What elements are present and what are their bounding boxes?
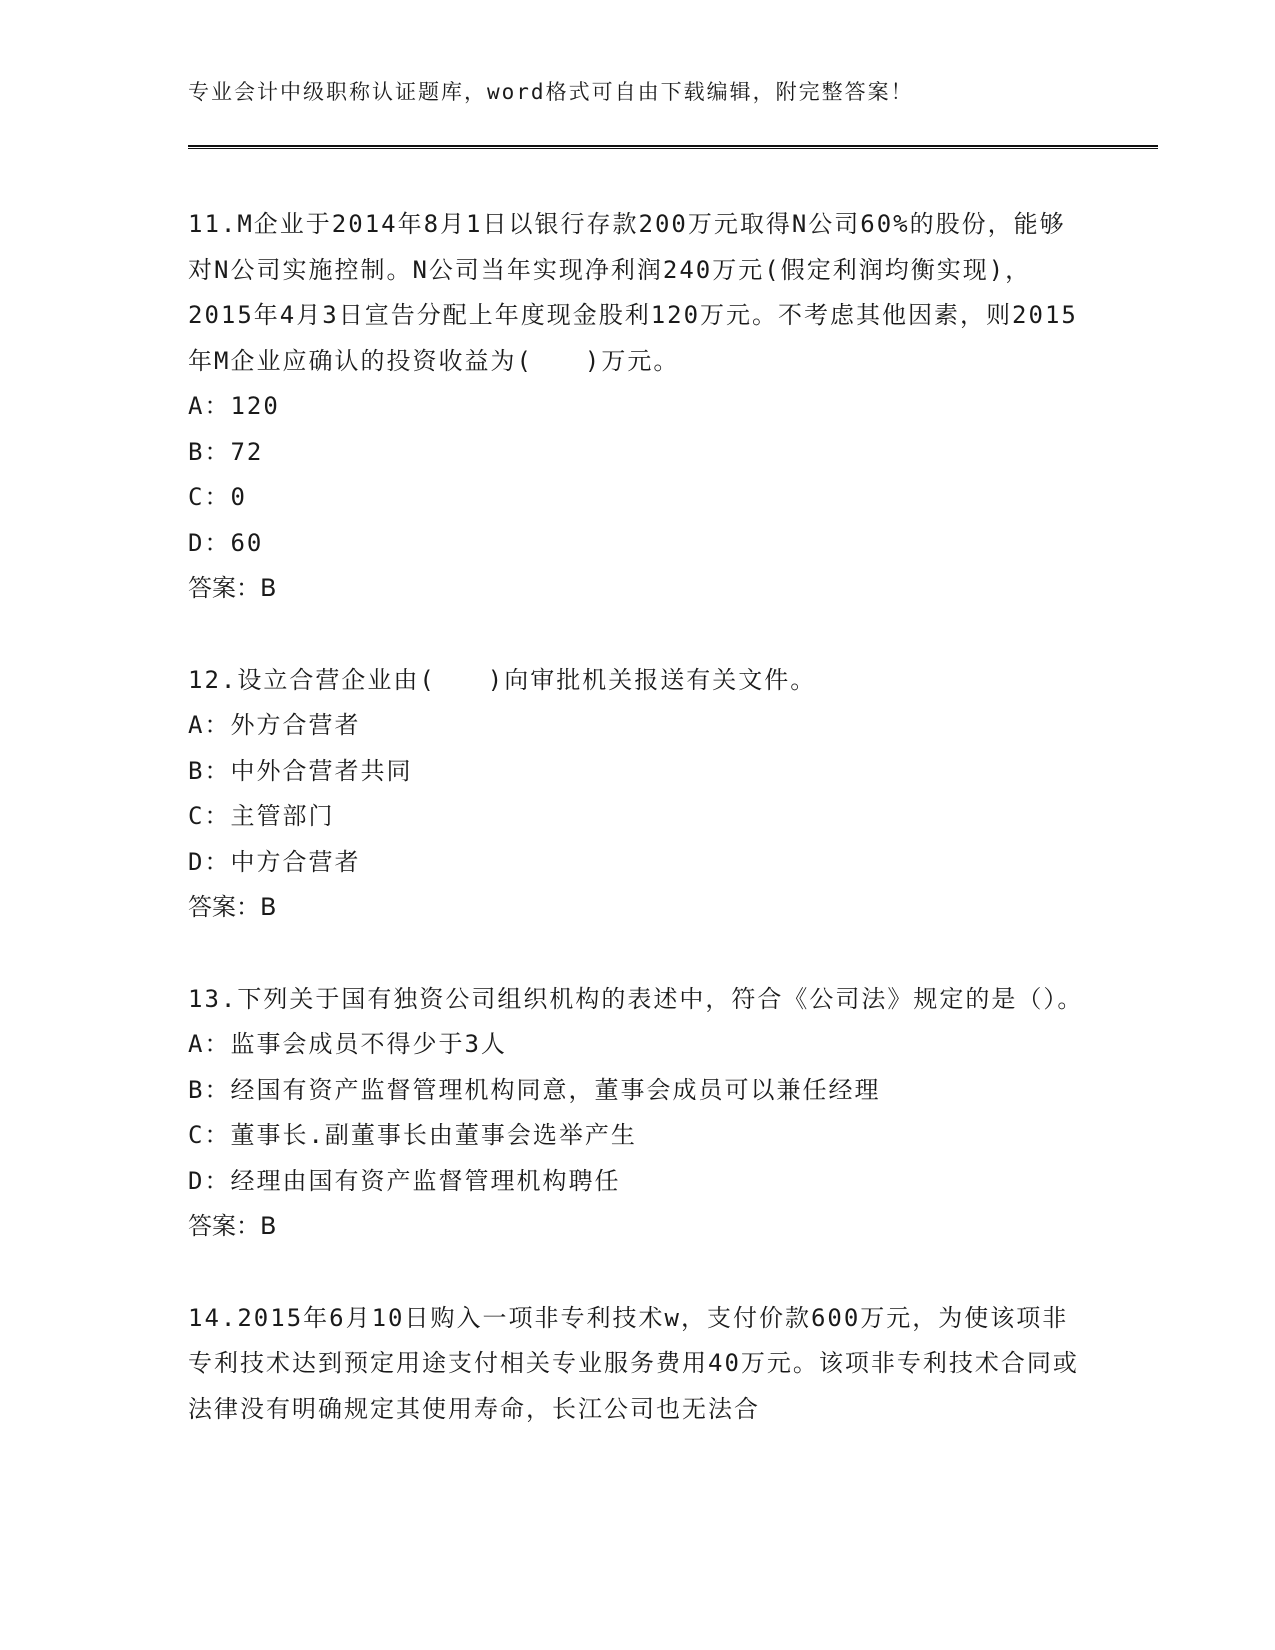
answer: 答案：B (188, 574, 277, 602)
option-a: A：监事会成员不得少于3人 (188, 1030, 507, 1058)
question-list (188, 202, 1088, 1478)
question-stem: 11.M企业于2014年8月1日以银行存款200万元取得N公司60%的股份，能够对N公司实施控制。N公司当年实现净利润240万元(假定利润均衡实现)，2015年4月3日宣告分配上年度现金股利120万元。不考虑其他因素，则2015年M企业应确认的投资收益为( )万元。 (188, 210, 1078, 375)
option-c: C：0 (188, 483, 247, 511)
question-stem: 13.下列关于国有独资公司组织机构的表述中，符合《公司法》规定的是（）。 (188, 984, 1084, 1013)
answer: 答案：B (188, 893, 277, 921)
question-12 (188, 658, 1088, 931)
question-stem: 14.2015年6月10日购入一项非专利技术w，支付价款600万元，为使该项非专利技术达到预定用途支付相关专业服务费用40万元。该项非专利技术合同或法律没有明确规定其使用寿命，长江公司也无法合 (188, 1303, 1079, 1423)
option-a: A：120 (188, 392, 280, 420)
answer: 答案：B (188, 1212, 277, 1240)
page-header: 专业会计中级职称认证题库，word格式可自由下载编辑，附完整答案！ (188, 80, 914, 104)
option-d: D：60 (188, 528, 264, 557)
question-11 (188, 202, 1088, 612)
option-a: A：外方合营者 (188, 711, 361, 739)
question-stem: 12.设立合营企业由( )向审批机关报送有关文件。 (188, 665, 817, 694)
option-b: B：经国有资产监督管理机构同意，董事会成员可以兼任经理 (188, 1075, 881, 1104)
option-c: C：董事长.副董事长由董事会选举产生 (188, 1121, 637, 1149)
option-d: D：经理由国有资产监督管理机构聘任 (188, 1166, 621, 1195)
option-d: D：中方合营者 (188, 847, 361, 876)
question-14 (188, 1296, 1088, 1433)
option-b: B：中外合营者共同 (188, 756, 413, 785)
question-13 (188, 977, 1088, 1250)
option-b: B：72 (188, 437, 264, 466)
option-c: C：主管部门 (188, 802, 335, 830)
header-divider (188, 145, 1158, 149)
